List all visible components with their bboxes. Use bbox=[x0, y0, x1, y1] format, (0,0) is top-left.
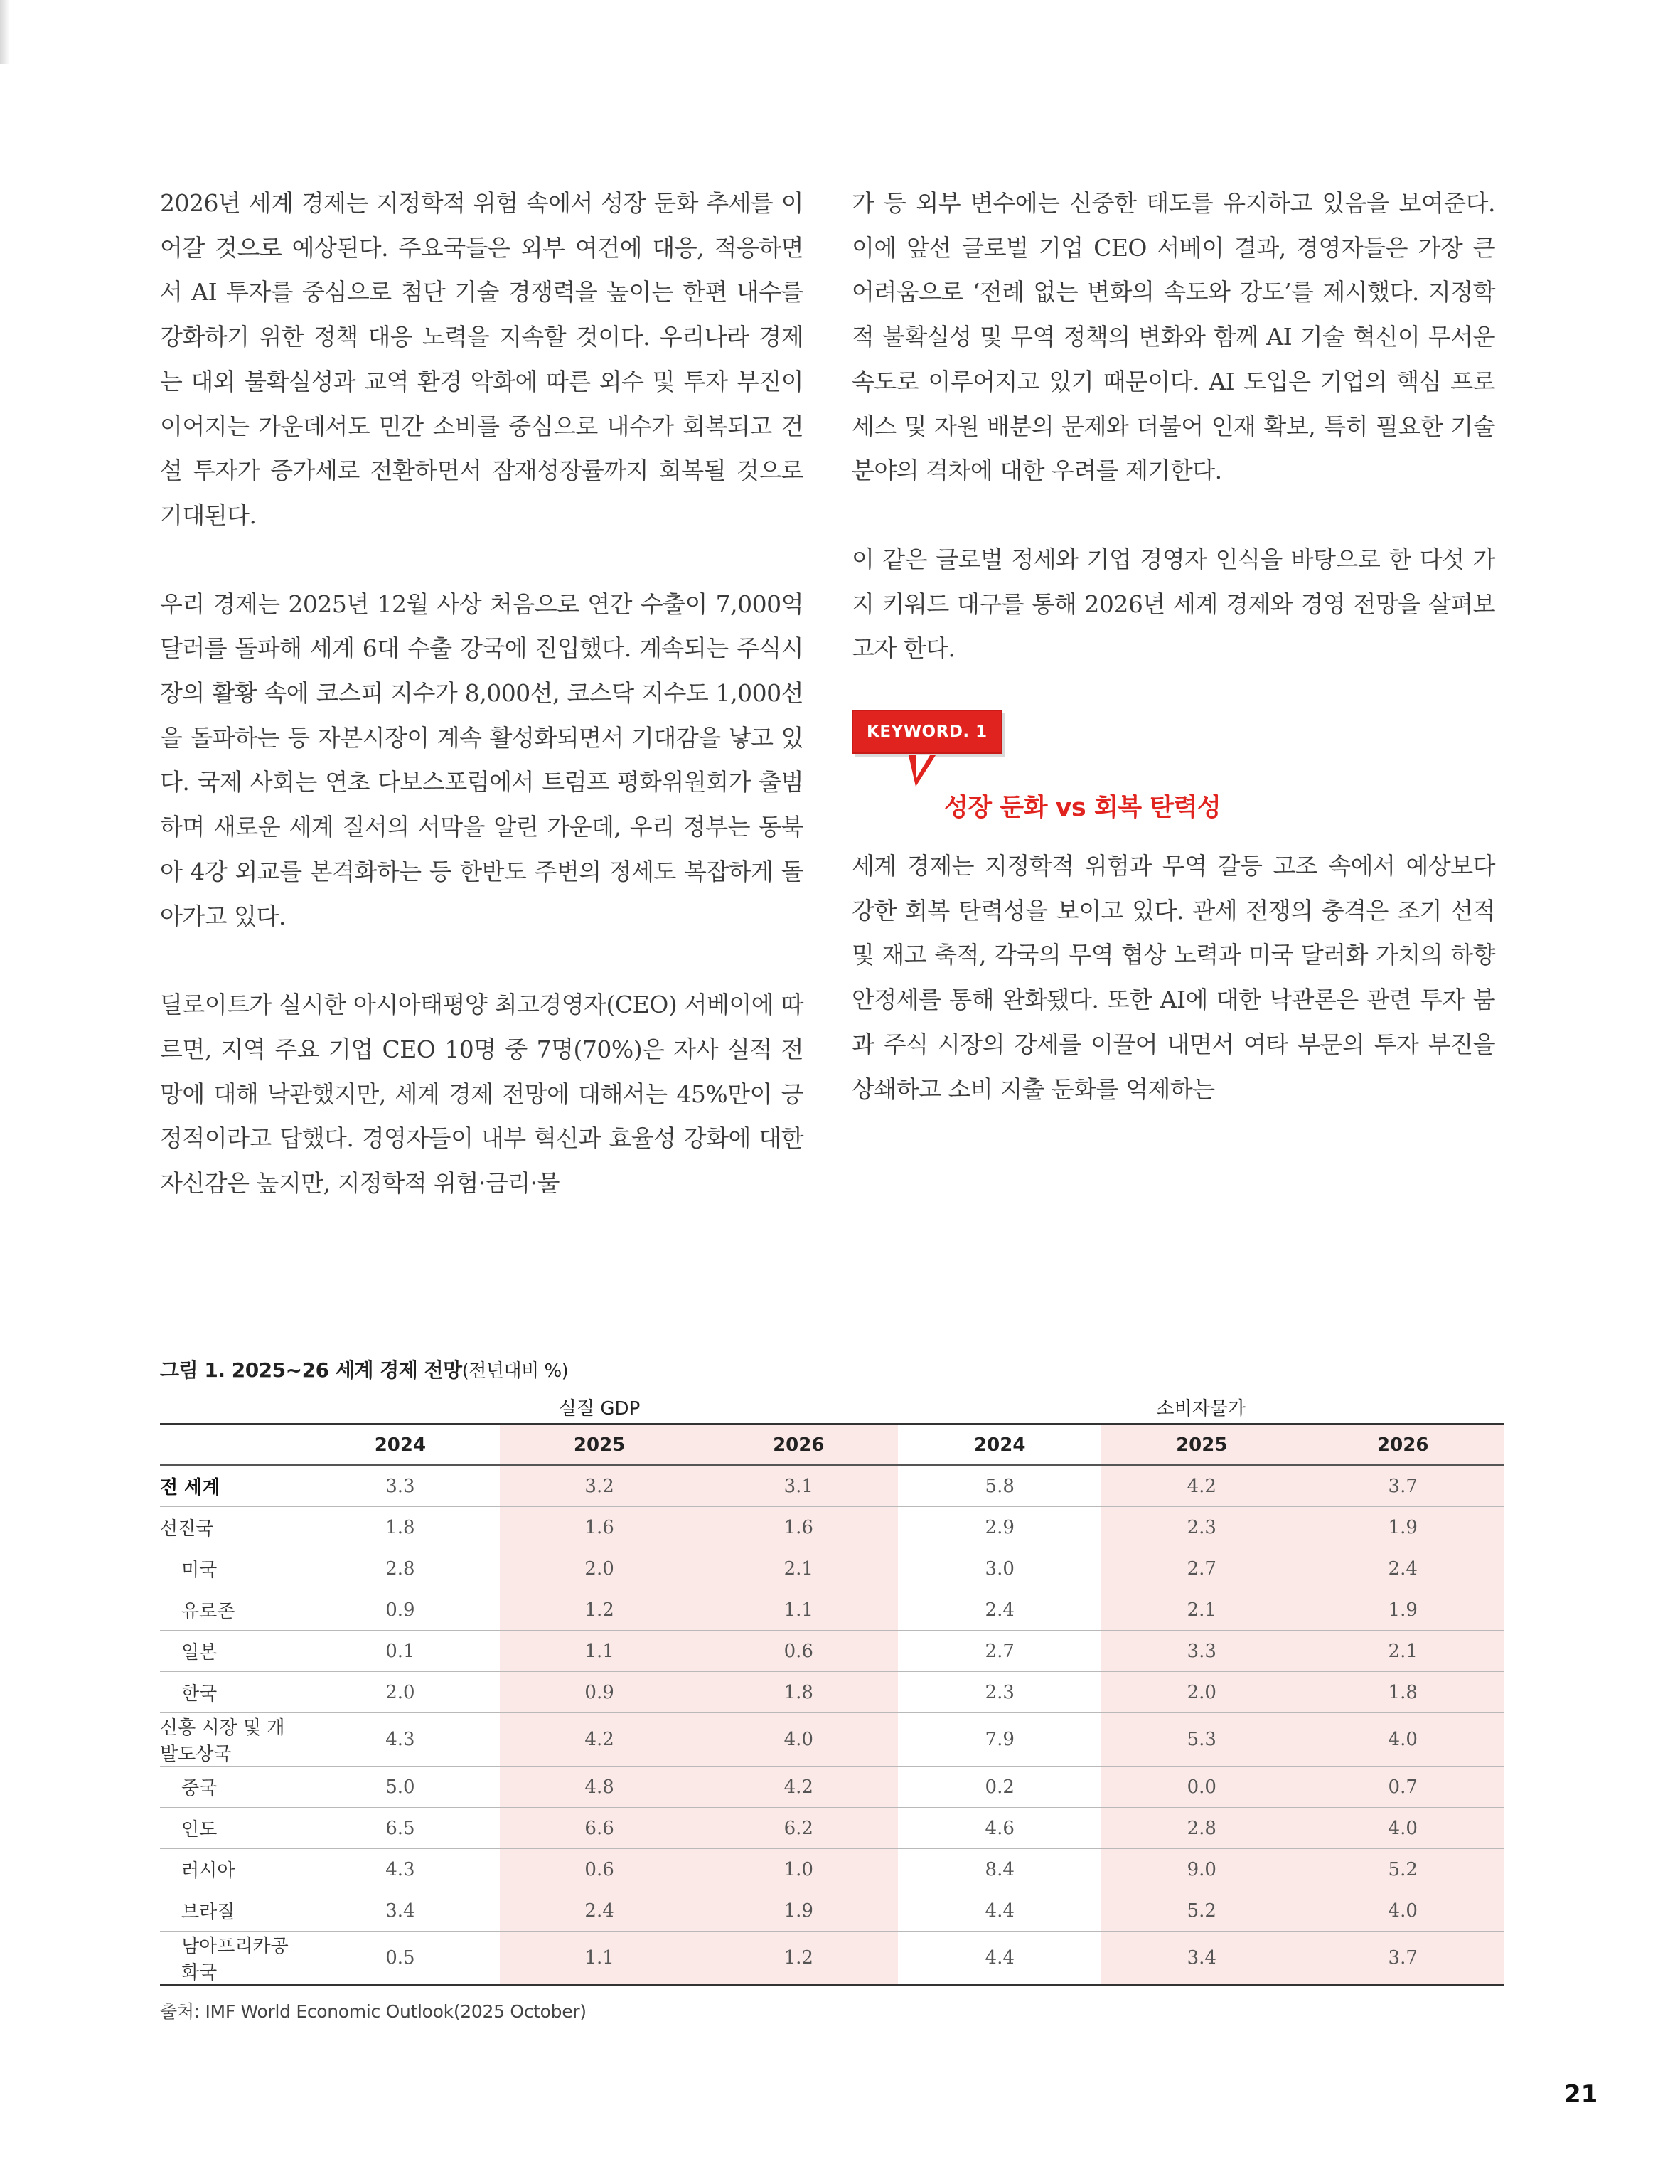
table-cell: 6.5 bbox=[301, 1808, 500, 1849]
table-cell: 2.1 bbox=[1302, 1631, 1504, 1672]
table-row bbox=[160, 1932, 1504, 1986]
table-cell: 2.4 bbox=[898, 1589, 1101, 1631]
row-label: 일본 bbox=[160, 1631, 301, 1672]
table-row bbox=[160, 1548, 1504, 1589]
table-cell: 2.7 bbox=[1101, 1548, 1302, 1589]
table-cell: 4.4 bbox=[898, 1890, 1101, 1932]
column-header: 2024 bbox=[301, 1424, 500, 1466]
table-cell: 4.2 bbox=[699, 1767, 898, 1808]
table-cell: 6.6 bbox=[500, 1808, 699, 1849]
table-cell: 1.8 bbox=[1302, 1672, 1504, 1713]
row-label: 전 세계 bbox=[160, 1465, 301, 1507]
row-label: 선진국 bbox=[160, 1507, 301, 1548]
table-cell: 7.9 bbox=[898, 1713, 1101, 1767]
row-label: 인도 bbox=[160, 1808, 301, 1849]
table-cell: 2.0 bbox=[301, 1672, 500, 1713]
table-cell: 3.0 bbox=[898, 1548, 1101, 1589]
row-label: 러시아 bbox=[160, 1849, 301, 1890]
table-cell: 1.6 bbox=[500, 1507, 699, 1548]
table-cell: 2.4 bbox=[500, 1890, 699, 1932]
row-label: 중국 bbox=[160, 1767, 301, 1808]
table-cell: 3.3 bbox=[1101, 1631, 1302, 1672]
row-label: 브라질 bbox=[160, 1890, 301, 1932]
table-cell: 2.8 bbox=[1101, 1808, 1302, 1849]
page-number: 21 bbox=[1564, 2080, 1598, 2109]
figure-unit: (전년대비 %) bbox=[461, 1360, 569, 1382]
row-label: 신흥 시장 및 개발도상국 bbox=[160, 1713, 301, 1767]
table-cell: 4.0 bbox=[1302, 1808, 1504, 1849]
table-cell: 4.3 bbox=[301, 1713, 500, 1767]
group-header-gdp: 실질 GDP bbox=[558, 1397, 641, 1419]
table-cell: 5.0 bbox=[301, 1767, 500, 1808]
keyword-title: 성장 둔화 vs 회복 탄력성 bbox=[944, 794, 1221, 823]
table-cell: 4.3 bbox=[301, 1849, 500, 1890]
table-cell: 3.4 bbox=[301, 1890, 500, 1932]
table-row bbox=[160, 1890, 1504, 1932]
table-cell: 5.2 bbox=[1101, 1890, 1302, 1932]
table-cell: 6.2 bbox=[699, 1808, 898, 1849]
table-cell: 4.0 bbox=[1302, 1890, 1504, 1932]
table-cell: 1.1 bbox=[500, 1932, 699, 1986]
table-cell: 3.4 bbox=[1101, 1932, 1302, 1986]
table-cell: 4.8 bbox=[500, 1767, 699, 1808]
figure-source: 출처: IMF World Economic Outlook(2025 October) bbox=[160, 2001, 587, 2022]
table-row bbox=[160, 1713, 1504, 1767]
column-header: 2025 bbox=[500, 1424, 699, 1466]
table-cell: 0.6 bbox=[699, 1631, 898, 1672]
table-cell: 4.6 bbox=[898, 1808, 1101, 1849]
economic-outlook-figure bbox=[160, 1355, 1504, 2023]
row-label: 남아프리카공화국 bbox=[160, 1932, 301, 1986]
table-row bbox=[160, 1849, 1504, 1890]
table-cell: 0.7 bbox=[1302, 1767, 1504, 1808]
table-row bbox=[160, 1589, 1504, 1631]
table-row bbox=[160, 1631, 1504, 1672]
table-body bbox=[160, 1465, 1504, 1986]
page-edge-shadow bbox=[0, 0, 10, 64]
table-cell: 2.7 bbox=[898, 1631, 1101, 1672]
speech-pointer-icon bbox=[907, 755, 940, 788]
row-label: 한국 bbox=[160, 1672, 301, 1713]
group-header-cpi: 소비자물가 bbox=[1156, 1397, 1246, 1419]
column-header: 2026 bbox=[699, 1424, 898, 1466]
table-cell: 4.4 bbox=[898, 1932, 1101, 1986]
paragraph: 딜로이트가 실시한 아시아태평양 최고경영자(CEO) 서베이에 따르면, 지역 주요 기업 CEO 10명 중 7명(70%)은 자사 실적 전망에 대해 낙관했지만, 세계 경제 전망에 대해서는 45%만이 긍정적이라고 답했다. 경영자들이 내부 혁신과 효율성 강화에 대한 자신감은 높지만, 지정학적 위험·금리·물 bbox=[160, 991, 803, 1198]
paragraph: 이 같은 글로벌 정세와 기업 경영자 인식을 바탕으로 한 다섯 가지 키워드 대구를 통해 2026년 세계 경제와 경영 전망을 살펴보고자 한다. bbox=[852, 545, 1495, 663]
table-cell: 1.2 bbox=[500, 1589, 699, 1631]
table-cell: 2.1 bbox=[699, 1548, 898, 1589]
table-cell: 1.6 bbox=[699, 1507, 898, 1548]
table-cell: 0.5 bbox=[301, 1932, 500, 1986]
table-cell: 1.1 bbox=[699, 1589, 898, 1631]
paragraph: 세계 경제는 지정학적 위험과 무역 갈등 고조 속에서 예상보다 강한 회복 탄력성을 보이고 있다. 관세 전쟁의 충격은 조기 선적 및 재고 축적, 각국의 무역 협상 노력과 미국 달러화 가치의 하향 안정세를 통해 완화됐다. 또한 AI에 대한 낙관론은 관련 투자 붐과 주식 시장의 강세를 이끌어 내면서 여타 부문의 투자 부진을 상쇄하고 소비 지출 둔화를 억제하는 bbox=[852, 852, 1495, 1103]
keyword-section-header bbox=[852, 710, 1495, 834]
table-row bbox=[160, 1808, 1504, 1849]
paragraph: 우리 경제는 2025년 12월 사상 처음으로 연간 수출이 7,000억 달러를 돌파해 세계 6대 수출 강국에 진입했다. 계속되는 주식시장의 활황 속에 코스피 지수가 8,000선, 코스닥 지수도 1,000선을 돌파하는 등 자본시장이 계속 활성화되면서 기대감을 낳고 있다. 국제 사회는 연초 다보스포럼에서 트럼프 평화위원회가 출범하며 새로운 세계 질서의 서막을 알린 가운데, 우리 정부는 동북아 4강 외교를 본격화하는 등 한반도 주변의 정세도 복잡하게 돌아가고 있다. bbox=[160, 590, 803, 930]
table-cell: 0.0 bbox=[1101, 1767, 1302, 1808]
table-cell: 3.7 bbox=[1302, 1465, 1504, 1507]
table-cell: 1.1 bbox=[500, 1631, 699, 1672]
table-cell: 1.9 bbox=[1302, 1507, 1504, 1548]
table-cell: 8.4 bbox=[898, 1849, 1101, 1890]
table-cell: 1.8 bbox=[699, 1672, 898, 1713]
table-cell: 4.0 bbox=[699, 1713, 898, 1767]
table-cell: 4.2 bbox=[500, 1713, 699, 1767]
table-cell: 4.0 bbox=[1302, 1713, 1504, 1767]
table-cell: 2.0 bbox=[500, 1548, 699, 1589]
table-row bbox=[160, 1672, 1504, 1713]
table-cell: 5.2 bbox=[1302, 1849, 1504, 1890]
figure-title-text: 그림 1. 2025~26 세계 경제 전망 bbox=[160, 1358, 462, 1382]
table-cell: 5.3 bbox=[1101, 1713, 1302, 1767]
table-cell: 2.3 bbox=[898, 1672, 1101, 1713]
table-cell: 2.4 bbox=[1302, 1548, 1504, 1589]
keyword-badge: KEYWORD. 1 bbox=[852, 710, 1002, 754]
table-cell: 4.2 bbox=[1101, 1465, 1302, 1507]
table-cell: 5.8 bbox=[898, 1465, 1101, 1507]
table-cell: 0.9 bbox=[301, 1589, 500, 1631]
right-text-column bbox=[852, 181, 1495, 1156]
table-cell: 2.8 bbox=[301, 1548, 500, 1589]
table-cell: 9.0 bbox=[1101, 1849, 1302, 1890]
table-cell: 0.6 bbox=[500, 1849, 699, 1890]
table-cell: 2.0 bbox=[1101, 1672, 1302, 1713]
table-row bbox=[160, 1767, 1504, 1808]
table-cell: 3.2 bbox=[500, 1465, 699, 1507]
table-cell: 0.9 bbox=[500, 1672, 699, 1713]
figure-title bbox=[160, 1355, 1504, 1383]
outlook-table bbox=[160, 1390, 1504, 1986]
table-cell: 0.2 bbox=[898, 1767, 1101, 1808]
table-cell: 1.8 bbox=[301, 1507, 500, 1548]
row-label: 미국 bbox=[160, 1548, 301, 1589]
table-cell: 1.2 bbox=[699, 1932, 898, 1986]
row-label: 유로존 bbox=[160, 1589, 301, 1631]
table-cell: 3.3 bbox=[301, 1465, 500, 1507]
left-text-column bbox=[160, 181, 803, 1250]
paragraph: 2026년 세계 경제는 지정학적 위험 속에서 성장 둔화 추세를 이어갈 것으로 예상된다. 주요국들은 외부 여건에 대응, 적응하면서 AI 투자를 중심으로 첨단 기술 경쟁력을 높이는 한편 내수를 강화하기 위한 정책 대응 노력을 지속할 것이다. 우리나라 경제는 대외 불확실성과 교역 환경 악화에 따른 외수 및 투자 부진이 이어지는 가운데서도 민간 소비를 중심으로 내수가 회복되고 건설 투자가 증가세로 전환하면서 잠재성장률까지 회복될 것으로 기대된다. bbox=[160, 189, 803, 529]
group-header-row bbox=[160, 1390, 1504, 1424]
table-row bbox=[160, 1507, 1504, 1548]
column-header: 2025 bbox=[1101, 1424, 1302, 1466]
column-header: 2026 bbox=[1302, 1424, 1504, 1466]
table-row bbox=[160, 1465, 1504, 1507]
table-cell: 3.1 bbox=[699, 1465, 898, 1507]
table-cell: 2.1 bbox=[1101, 1589, 1302, 1631]
table-cell: 0.1 bbox=[301, 1631, 500, 1672]
table-cell: 1.9 bbox=[699, 1890, 898, 1932]
column-header-row bbox=[160, 1424, 1504, 1466]
table-cell: 2.9 bbox=[898, 1507, 1101, 1548]
paragraph: 가 등 외부 변수에는 신중한 태도를 유지하고 있음을 보여준다. 이에 앞선 글로벌 기업 CEO 서베이 결과, 경영자들은 가장 큰 어려움으로 ‘전례 없는 변화의 속도와 강도’를 제시했다. 지정학적 불확실성 및 무역 정책의 변화와 함께 AI 기술 혁신이 무서운 속도로 이루어지고 있기 때문이다. AI 도입은 기업의 핵심 프로세스 및 자원 배분의 문제와 더불어 인재 확보, 특히 필요한 기술 분야의 격차에 대한 우려를 제기한다. bbox=[852, 189, 1495, 485]
table-cell: 1.0 bbox=[699, 1849, 898, 1890]
table-cell: 2.3 bbox=[1101, 1507, 1302, 1548]
table-cell: 3.7 bbox=[1302, 1932, 1504, 1986]
column-header: 2024 bbox=[898, 1424, 1101, 1466]
table-cell: 1.9 bbox=[1302, 1589, 1504, 1631]
